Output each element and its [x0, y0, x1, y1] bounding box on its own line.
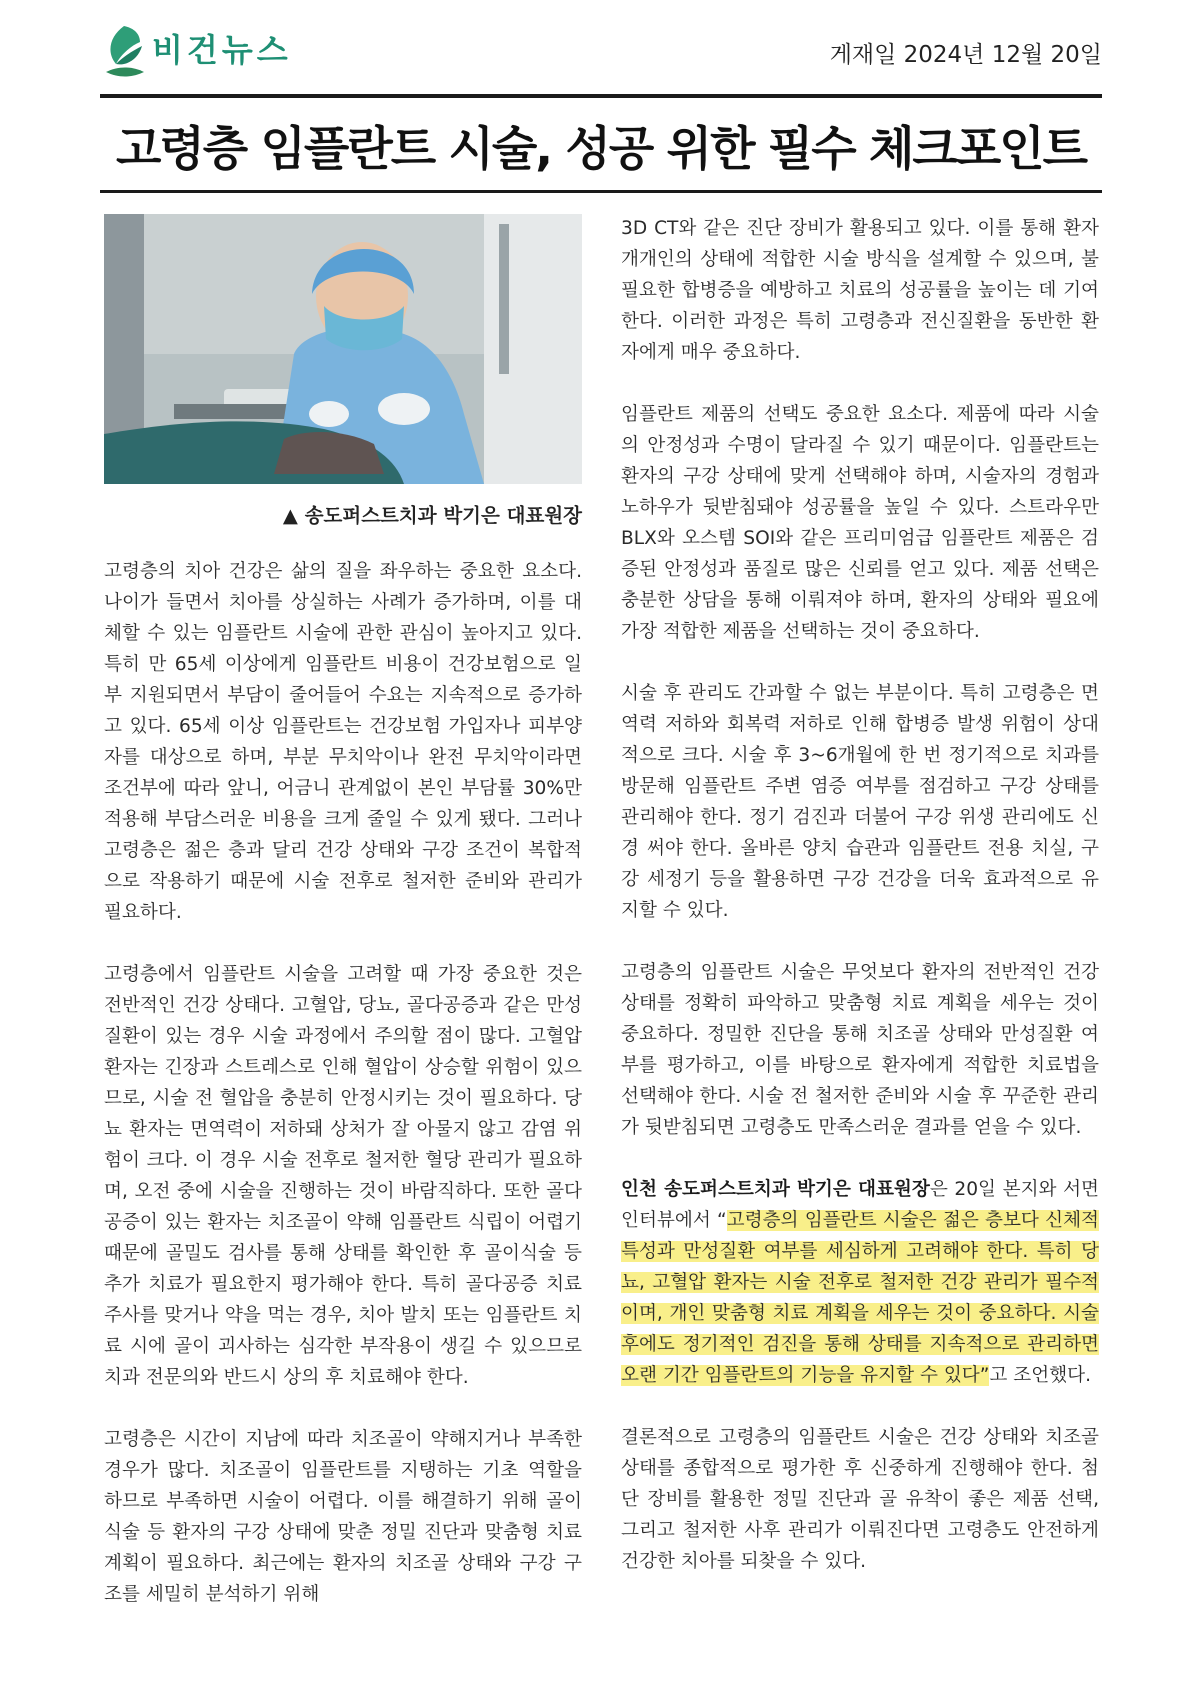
paragraph: 시술 후 관리도 간과할 수 없는 부분이다. 특히 고령층은 면역력 저하와 회복력 저하로 인해 합병증 발생 위험이 상대적으로 크다. 시술 후 3~6개월에 한 번 정기적으로 치과를 방문해 임플란트 주변 염증 여부를 점검하고 구강 상태를 관리해야 한다. 정기 검진과 더불어 구강 위생 관리에도 신경 써야 한다. 올바른 양치 습관과 임플란트 전용 치실, 구강 세정기 등을 활용하면 구강 건강을 더욱 효과적으로 유지할 수 있다. [621, 683, 1099, 921]
paragraph: 고령층은 시간이 지남에 따라 치조골이 약해지거나 부족한 경우가 많다. 치조골이 임플란트를 지탱하는 기초 역할을 하므로 부족하면 시술이 어렵다. 이를 해결하기 위해 골이식술 등 환자의 구강 상태에 맞춘 정밀 진단과 맞춤형 치료 계획이 필요하다. 최근에는 환자의 치조골 상태와 구강 구조를 세밀히 분석하기 위해 [104, 1429, 582, 1605]
headline-rule [100, 190, 1102, 193]
interview-speaker: 인천 송도퍼스트치과 박기은 대표원장 [621, 1179, 930, 1200]
dentist-photo-illustration [104, 214, 582, 484]
conclusion-paragraph: 결론적으로 고령층의 임플란트 시술은 건강 상태와 치조골 상태를 종합적으로 평가한 후 신중하게 진행해야 한다. 첨단 장비를 활용한 정밀 진단과 골 유착이 좋은 제품 선택, 그리고 철저한 사후 관리가 이뤄진다면 고령층도 안전하게 건강한 치아를 되찾을 수 있다. [621, 1427, 1099, 1572]
paragraph: 고령층에서 임플란트 시술을 고려할 때 가장 중요한 것은 전반적인 건강 상태다. 고혈압, 당뇨, 골다공증과 같은 만성질환이 있는 경우 시술 과정에서 주의할 점이 많다. 고혈압 환자는 긴장과 스트레스로 인해 혈압이 상승할 위험이 있으므로, 시술 전 혈압을 충분히 안정시키는 것이 필요하다. 당뇨 환자는 면역력이 저하돼 상처가 잘 아물지 않고 감염 위험이 크다. 이 경우 시술 전후로 철저한 혈당 관리가 필요하며, 오전 중에 시술을 진행하는 것이 바람직하다. 또한 골다공증이 있는 환자는 치조골이 약해 임플란트 식립이 어렵기 때문에 골밀도 검사를 통해 상태를 확인한 후 골이식술 등 추가 치료가 필요한지 평가해야 한다. 특히 골다공증 치료 주사를 맞거나 약을 먹는 경우, 치아 발치 또는 임플란트 치료 시에 골이 괴사하는 심각한 부작용이 생길 수 있으므로 치과 전문의와 반드시 상의 후 치료해야 한다. [104, 964, 582, 1388]
paragraph: 임플란트 제품의 선택도 중요한 요소다. 제품에 따라 시술의 안정성과 수명이 달라질 수 있기 때문이다. 임플란트는 환자의 구강 상태에 맞게 선택해야 하며, 시술자의 경험과 노하우가 뒷받침돼야 성공률을 높일 수 있다. 스트라우만 BLX와 오스템 SOI와 같은 프리미엄급 임플란트 제품은 검증된 안정성과 품질로 많은 신뢰를 얻고 있다. 제품 선택은 충분한 상담을 통해 이뤄져야 하며, 환자의 상태와 필요에 가장 적합한 제품을 선택하는 것이 중요하다. [621, 404, 1099, 642]
interview-intro: 은 20일 본지와 서면 인터뷰에서 “ [621, 1179, 1099, 1231]
headline: 고령층 임플란트 시술, 성공 위한 필수 체크포인트 [115, 122, 1087, 177]
article-photo [104, 214, 582, 484]
highlighted-quote: 고령층의 임플란트 시술은 젊은 층보다 신체적 특성과 만성질환 여부를 세심하게 고려해야 한다. 특히 당뇨, 고혈압 환자는 시술 전후로 철저한 건강 관리가 필수적이며, 개인 맞춤형 치료 계획을 세우는 것이 중요하다. 시술 후에도 정기적인 검진을 통해 상태를 지속적으로 관리하면 오랜 기간 임플란트의 기능을 유지할 수 있다” [621, 1210, 1099, 1386]
paragraph: 고령층의 임플란트 시술은 무엇보다 환자의 전반적인 건강 상태를 정확히 파악하고 맞춤형 치료 계획을 세우는 것이 중요하다. 정밀한 진단을 통해 치조골 상태와 만성질환 여부를 평가하고, 이를 바탕으로 환자에게 적합한 치료법을 선택해야 한다. 시술 전 철저한 준비와 시술 후 꾸준한 관리가 뒷받침되면 고령층도 만족스러운 결과를 얻을 수 있다. [621, 962, 1099, 1138]
logo-text: 비건뉴스 [152, 31, 292, 69]
leaf-logo-icon [100, 22, 148, 82]
paragraph: 고령층의 치아 건강은 삶의 질을 좌우하는 중요한 요소다. 나이가 들면서 치아를 상실하는 사례가 증가하며, 이를 대체할 수 있는 임플란트 시술에 관한 관심이 높아지고 있다. 특히 만 65세 이상에게 임플란트 비용이 건강보험으로 일부 지원되면서 부담이 줄어들어 수요는 지속적으로 증가하고 있다. 65세 이상 임플란트는 건강보험 가입자나 피부양자를 대상으로 하며, 부분 무치악이나 완전 무치악이라면 조건부에 따라 앞니, 어금니 관계없이 본인 부담률 30%만 적용해 부담스러운 비용을 크게 줄일 수 있게 됐다. 그러나 고령층은 젊은 층과 달리 건강 상태와 구강 조건이 복합적으로 작용하기 때문에 시술 전후로 철저한 준비와 관리가 필요하다. [104, 561, 582, 923]
left-column [104, 556, 582, 1610]
right-column [621, 213, 1099, 1577]
masthead [100, 22, 1102, 82]
interview-outro: 고 조언했다. [989, 1365, 1092, 1386]
publish-date: 게재일 2024년 12월 20일 [829, 42, 1102, 68]
top-rule [100, 94, 1102, 98]
interview-paragraph [621, 1174, 1099, 1391]
logo[interactable] [100, 22, 292, 82]
photo-caption: ▲ 송도퍼스트치과 박기은 대표원장 [282, 504, 582, 527]
paragraph: 3D CT와 같은 진단 장비가 활용되고 있다. 이를 통해 환자 개개인의 상태에 적합한 시술 방식을 설계할 수 있으며, 불필요한 합병증을 예방하고 치료의 성공률을 높이는 데 기여한다. 이러한 과정은 특히 고령층과 전신질환을 동반한 환자에게 매우 중요하다. [621, 218, 1099, 363]
